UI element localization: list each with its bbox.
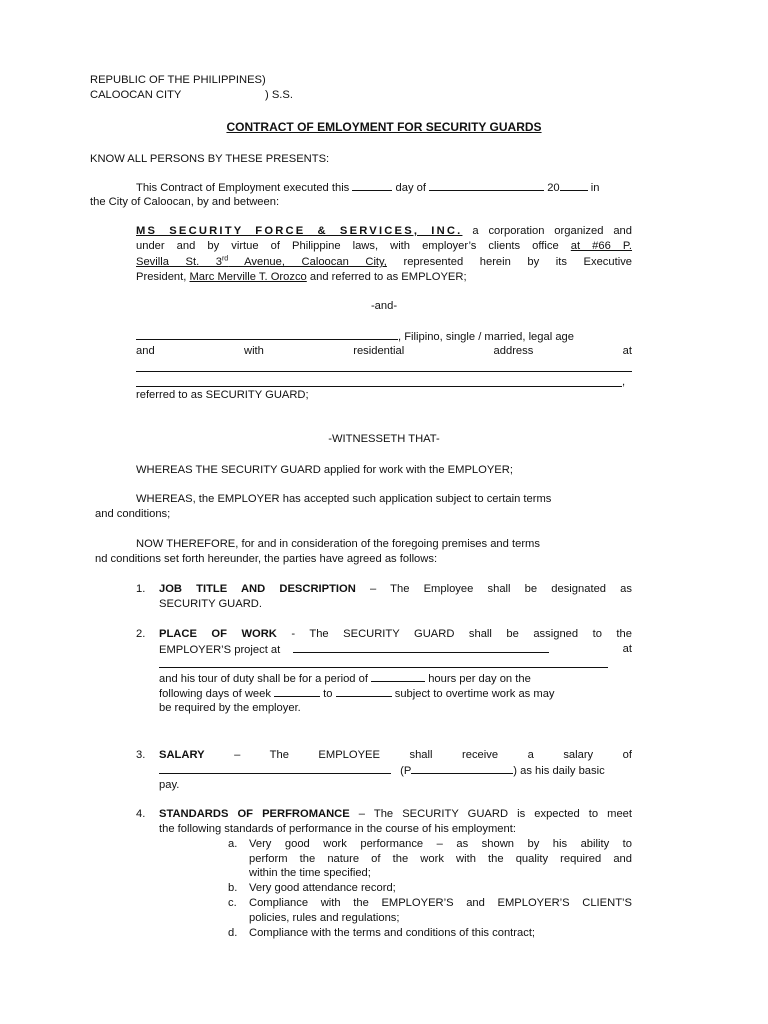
guard-line-1 [136,329,632,345]
sub-c-line-2: policies, rules and regulations; [249,912,400,924]
item-4-line-2: the following standards of performance in the course of his employment: [159,823,516,835]
hours-blank [371,671,425,682]
item-3-text-2a: (P [400,765,412,777]
item-3-line-3: pay. [159,779,180,791]
item-3-line-1 [159,748,632,763]
sub-b-letter: b. [228,882,238,894]
sub-a-line-3: within the time specified; [249,867,371,879]
header-line-2-left: CALOOCAN CITY [90,89,182,101]
item-1-text-1: – The Employee shall be designated as [355,583,632,595]
address-blank-1 [136,371,632,372]
item-1-line-1 [159,582,632,597]
item-2-line-3 [159,671,632,687]
item-3-line-2 [159,763,632,779]
sub-d-line-1: Compliance with the terms and conditions of this contract; [249,927,536,939]
employer-text-5: and referred to as EMPLOYER; [309,271,467,283]
whereas-2-line-1: WHEREAS, the EMPLOYER has accepted such application subject to certain terms [136,493,552,505]
sub-a-line-2: perform the nature of the work with the quality required and [249,853,632,865]
item-1-heading: JOB TITLE AND DESCRIPTION [159,583,356,595]
address-blank-2 [136,386,622,387]
sub-c-line-1: Compliance with the EMPLOYER’S and EMPLOYER’S CLIENT’S [249,897,632,909]
salary-words-blank [159,763,391,774]
now-therefore-line-2: nd conditions set forth hereunder, the parties have agreed as follows: [95,553,438,565]
day-blank [352,180,392,191]
project-blank [293,642,549,653]
guard-line-4: referred to as SECURITY GUARD; [136,389,309,401]
item-2-at: at [622,643,632,655]
item-2-line-4 [159,686,632,702]
header-line-2-right: ) S.S. [265,89,293,101]
item-2-line-2 [159,642,632,658]
intro-year-prefix: 20 [547,182,560,194]
item-2-line-5: be required by the employer. [159,702,301,714]
salary-amount-blank [411,763,513,774]
and-separator: -and- [370,300,398,312]
guard-line-2: and with residential address at [136,345,632,357]
month-blank [429,180,544,191]
employer-text-1: a corporation organized and [472,225,632,237]
item-2-text-2: EMPLOYER’S project at [159,644,281,656]
sub-d-letter: d. [228,927,238,939]
intro-text: This Contract of Employment executed this [136,182,350,194]
employer-text-4: President, [136,271,187,283]
document-title: CONTRACT OF EMLOYMENT FOR SECURITY GUARDS [226,120,542,134]
item-4-heading: STANDARDS OF PERFROMANCE [159,808,350,820]
item-4-number: 4. [136,808,146,820]
item-3-number: 3. [136,749,146,761]
item-2-text-1: - The SECURITY GUARD shall be assigned to the [276,628,632,640]
sub-a-letter: a. [228,838,238,850]
guard-text-1: , Filipino, single / married, legal age [398,331,574,343]
whereas-2-line-2: and conditions; [95,508,171,520]
address-comma: , [622,376,626,388]
day-from-blank [274,686,320,697]
employer-text-2: under and by virtue of Philippine laws, with employer’s clients office [136,240,559,252]
employer-address-2 [136,256,387,268]
intro-in: in [590,182,600,194]
employer-line-1 [136,224,632,239]
guard-name-blank [136,329,398,340]
now-therefore-line-1: NOW THEREFORE, for and in consideration of the foregoing premises and terms [136,538,540,550]
header-line-1: REPUBLIC OF THE PHILIPPINES) [90,74,266,86]
item-2-text-3: and his tour of duty shall be for a period of [159,673,368,685]
witnesseth: -WITNESSETH THAT- [328,433,440,445]
item-3-text-1: – The EMPLOYEE shall receive a salary of [204,749,632,761]
intro-line-2: the City of Caloocan, by and between: [90,196,280,208]
item-3-text-2b: ) as his daily basic [513,765,605,777]
sub-b-line-1: Very good attendance record; [249,882,396,894]
employer-president: Marc Merville T. Orozco [189,271,307,283]
item-4-text-1: – The SECURITY GUARD is expected to meet [349,808,632,820]
item-2-text-4b: to [323,688,333,700]
intro-line-1 [136,180,678,196]
employer-line-4 [136,270,632,285]
item-2-number: 2. [136,628,146,640]
employer-line-2 [136,239,632,254]
item-1-line-2: SECURITY GUARD. [159,598,262,610]
employer-address-sup: rd [221,255,229,263]
employer-address-2a: Sevilla St. 3 [136,256,222,268]
year-blank [560,180,588,191]
item-4-line-1 [159,807,632,822]
item-2-line-1 [159,627,632,642]
day-to-blank [336,686,392,697]
know-all-line: KNOW ALL PERSONS BY THESE PRESENTS: [90,153,330,165]
employer-line-3 [136,255,632,270]
intro-day-of: day of [395,182,426,194]
employer-address-2b: Avenue, Caloocan City, [228,256,387,268]
employer-text-3: represented herein by its Executive [403,256,633,268]
item-3-heading: SALARY [159,749,205,761]
item-2-text-3b: hours per day on the [428,673,531,685]
employer-name: MS SECURITY FORCE & SERVICES, INC. [136,225,463,237]
item-2-text-4: following days of week [159,688,271,700]
item-2-heading: PLACE OF WORK [159,628,277,640]
employer-address-1: at #66 P. [570,240,633,252]
sub-a-line-1: Very good work performance – as shown by his ability to [249,838,632,850]
project-blank-2 [159,667,608,668]
item-1-number: 1. [136,583,146,595]
sub-c-letter: c. [228,897,237,909]
whereas-1: WHEREAS THE SECURITY GUARD applied for work with the EMPLOYER; [136,464,513,476]
item-2-text-4c: subject to overtime work as may [394,688,555,700]
